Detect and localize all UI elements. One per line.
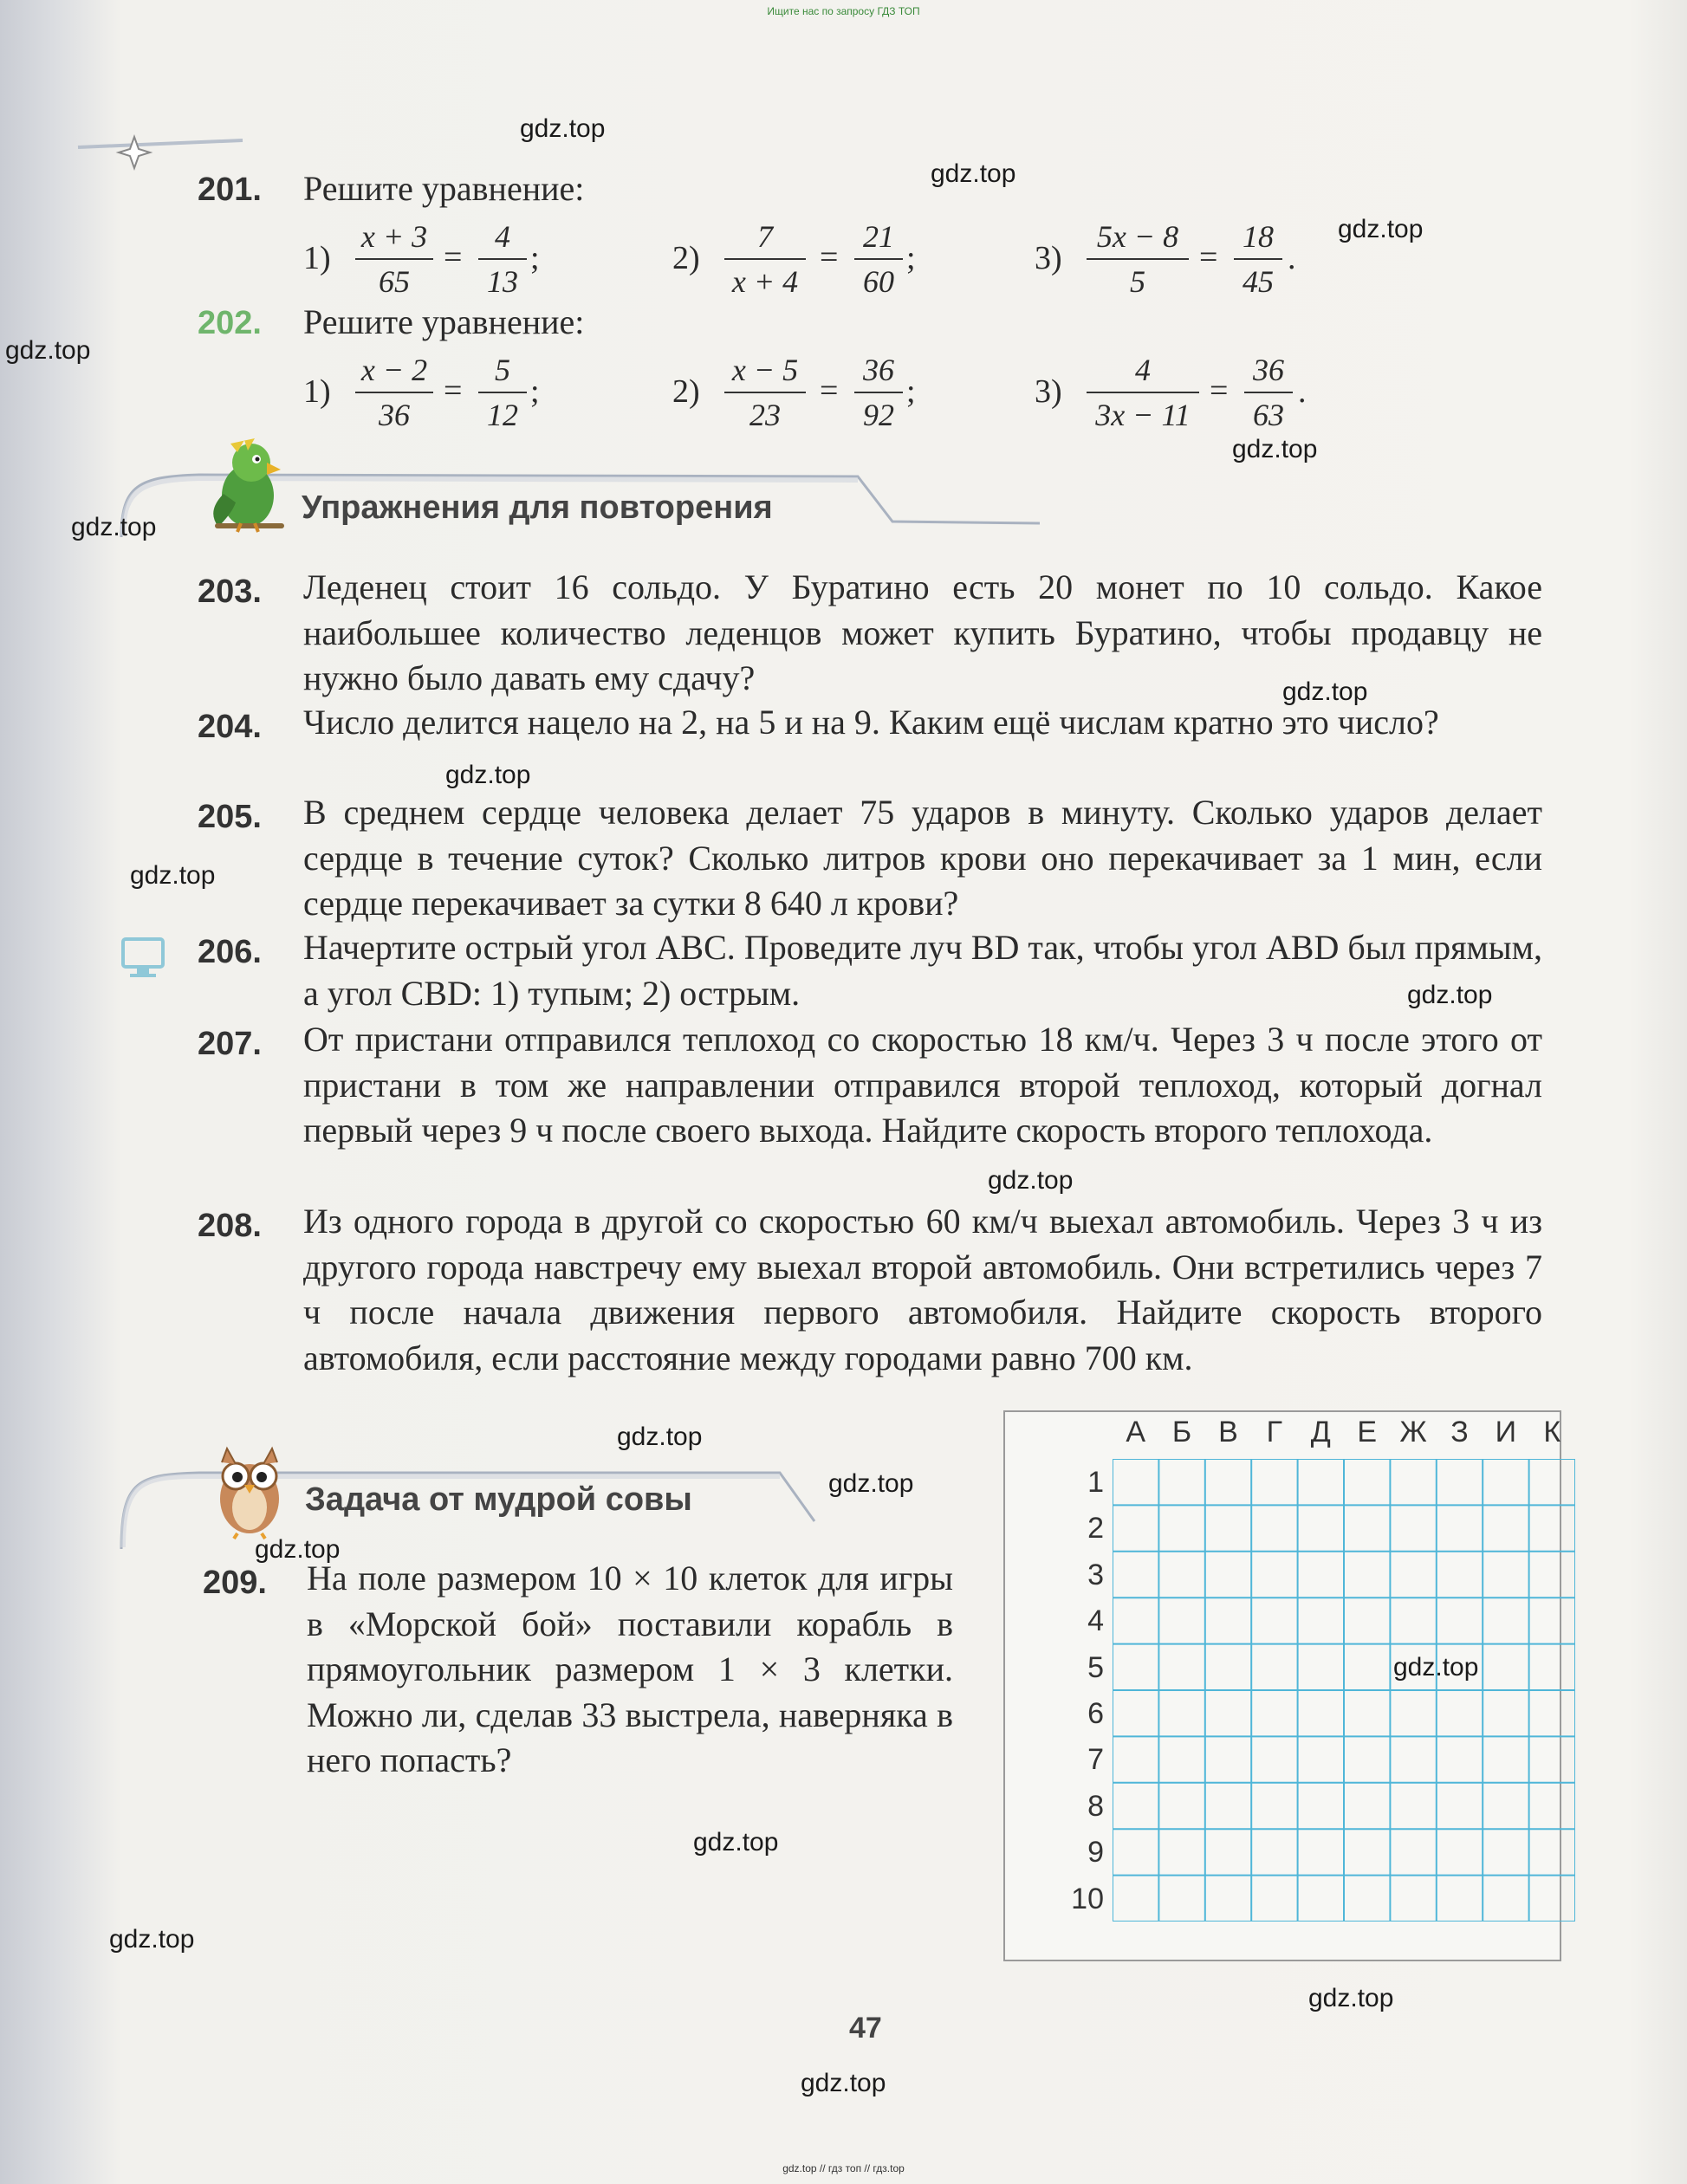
ex201-item1-end: ;	[530, 240, 540, 276]
exercise-203-text: Леденец стоит 16 сольдо. У Буратино есть 20 монет по 10 сольдо. Какое наибольшее количество леденцов может купить Буратино, чтобы продавцу не нужно было давать ему сдачу?	[303, 567, 1542, 697]
grid-row-label: 3	[1087, 1558, 1104, 1591]
exercise-203-number: 203.	[198, 574, 262, 610]
ex201-item2-end: ;	[906, 240, 916, 276]
exercise-202-prompt: Решите уравнение:	[303, 302, 585, 341]
equals-sign: =	[444, 373, 463, 409]
grid-cells	[1113, 1459, 1575, 1922]
ex201-item3-end: .	[1288, 240, 1296, 276]
grid-column-label: Ж	[1399, 1416, 1427, 1448]
exercise-201-prompt: Решите уравнение:	[303, 169, 585, 208]
watermark: gdz.top	[1393, 1653, 1479, 1682]
exercise-209-number: 209.	[203, 1565, 267, 1601]
ex201-item2-lhs: 7 x + 4	[724, 217, 806, 301]
watermark: gdz.top	[5, 336, 91, 365]
ex202-item1-label: 1)	[303, 373, 331, 410]
watermark: gdz.top	[693, 1828, 779, 1857]
grid-row-label: 6	[1087, 1697, 1104, 1730]
ex202-item2-label: 2)	[672, 373, 700, 410]
grid-column-label: В	[1218, 1416, 1238, 1448]
grid-column-label: Е	[1357, 1416, 1378, 1448]
grid-row-label: 2	[1087, 1512, 1104, 1546]
watermark: gdz.top	[109, 1925, 195, 1954]
watermark: gdz.top	[988, 1166, 1074, 1195]
watermark: gdz.top	[445, 761, 531, 789]
exercise-206-text: Начертите острый угол ABC. Проведите луч BD так, чтобы угол ABD был прямым, а угол CBD: 1) тупым; 2) острым.	[303, 928, 1542, 1013]
grid-column-label: Б	[1171, 1416, 1192, 1448]
grid-column-label: З	[1450, 1416, 1469, 1448]
exercise-207-number: 207.	[198, 1026, 262, 1062]
ex202-item2-rhs: 36 92	[854, 350, 903, 435]
watermark: gdz.top	[1232, 435, 1318, 463]
watermark: gdz.top	[255, 1535, 341, 1564]
watermark: gdz.top	[801, 2069, 886, 2097]
watermark: gdz.top	[71, 513, 157, 541]
top-note: Ищите нас по запросу ГДЗ ТОП	[767, 5, 920, 17]
exercise-208-text: Из одного города в другой со скоростью 60 км/ч выехал автомобиль. Через 3 ч из другого города навстречу ему выехал второй автомобиль. Они встретились через 7 ч после начала движения первого автомобиля. Найдите скорость второго автомобиля, если расстояние между городами равно 700 км.	[303, 1202, 1542, 1377]
exercise-205-number: 205.	[198, 799, 262, 835]
grid-row-label: 8	[1087, 1789, 1104, 1823]
grid-row-label: 9	[1087, 1836, 1104, 1870]
ex201-item1-lhs: x + 3 65	[355, 217, 433, 301]
grid-row-label: 1	[1087, 1466, 1104, 1499]
ex201-item3-label: 3)	[1035, 240, 1062, 276]
watermark: gdz.top	[931, 159, 1016, 188]
grid-column-label: Г	[1266, 1416, 1283, 1448]
bottom-note: gdz.top // гдз топ // гдз.top	[782, 2162, 905, 2174]
equals-sign: =	[820, 373, 839, 409]
owl-icon	[204, 1438, 300, 1540]
exercise-204-text: Число делится нацело на 2, на 5 и на 9. Каким ещё числам кратно это число?	[303, 703, 1439, 742]
parrot-icon	[198, 433, 302, 537]
equals-sign: =	[1210, 373, 1229, 409]
grid-row-label: 10	[1071, 1882, 1104, 1915]
grid-column-label: Д	[1310, 1416, 1331, 1448]
ex201-item1-rhs: 4 13	[478, 217, 527, 301]
exercise-201-number: 201.	[198, 172, 262, 208]
ex201-item2-label: 2)	[672, 240, 700, 276]
battleship-grid-figure	[1003, 1410, 1561, 1961]
ex202-item3-label: 3)	[1035, 373, 1062, 410]
grid-row-label: 4	[1087, 1604, 1104, 1638]
grid-column-label: И	[1495, 1416, 1517, 1448]
ex201-item3-lhs: 5x − 8 5	[1087, 217, 1189, 301]
exercise-205-text: В среднем сердце человека делает 75 ударов в минуту. Сколько ударов делает сердце в течение суток? Сколько литров крови оно перекачивает за 1 мин, если сердце перекачивает за сутки 8 640 л крови?	[303, 793, 1542, 923]
watermark: gdz.top	[1282, 677, 1368, 706]
ex202-item1-rhs: 5 12	[478, 350, 527, 435]
ex202-item3-rhs: 36 63	[1244, 350, 1293, 435]
watermark: gdz.top	[828, 1469, 914, 1498]
ex201-item3-rhs: 18 45	[1234, 217, 1282, 301]
equals-sign: =	[1199, 239, 1218, 275]
exercise-202-number: 202.	[198, 305, 262, 341]
computer-icon	[120, 936, 168, 981]
page-number: 47	[849, 2012, 882, 2045]
grid-column-label: К	[1543, 1416, 1561, 1448]
ex202-item1-lhs: x − 2 36	[355, 350, 433, 435]
watermark: gdz.top	[130, 861, 216, 890]
watermark: gdz.top	[520, 114, 606, 143]
ex202-item1-end: ;	[530, 373, 540, 410]
exercise-207-text: От пристани отправился теплоход со скоростью 18 км/ч. Через 3 ч после этого от пристани в том же направлении отправился второй теплоход, который догнал первый через 9 ч после своего выхода. Найдите скорость второго теплохода.	[303, 1020, 1542, 1150]
grid-row-label: 5	[1087, 1650, 1104, 1684]
ex202-item3-end: .	[1298, 373, 1307, 410]
exercise-209-text: На поле размером 10 × 10 клеток для игры в «Морской бой» поставили корабль в прямоугольник размером 1 × 3 клетки. Можно ли, сделав 33 выстрела, наверняка в него попасть?	[307, 1559, 953, 1779]
watermark: gdz.top	[1308, 1984, 1394, 2012]
section-heading-owl: Задача от мудрой совы	[305, 1481, 692, 1518]
grid-row-label: 7	[1087, 1743, 1104, 1777]
section-heading-repetition: Упражнения для повторения	[302, 489, 773, 526]
ex202-item3-lhs: 4 3x − 11	[1087, 350, 1199, 435]
exercise-206-number: 206.	[198, 934, 262, 970]
watermark: gdz.top	[1338, 215, 1424, 243]
ex201-item1-label: 1)	[303, 240, 331, 276]
exercise-204-number: 204.	[198, 709, 262, 745]
ex202-item2-lhs: x − 5 23	[724, 350, 806, 435]
watermark: gdz.top	[1407, 981, 1493, 1009]
equals-sign: =	[820, 239, 839, 275]
section-star-ornament	[69, 121, 260, 173]
ex202-item2-end: ;	[906, 373, 916, 410]
grid-column-label: А	[1126, 1416, 1146, 1448]
exercise-208-number: 208.	[198, 1208, 262, 1244]
equals-sign: =	[444, 239, 463, 275]
watermark: gdz.top	[617, 1423, 703, 1451]
ex201-item2-rhs: 21 60	[854, 217, 903, 301]
